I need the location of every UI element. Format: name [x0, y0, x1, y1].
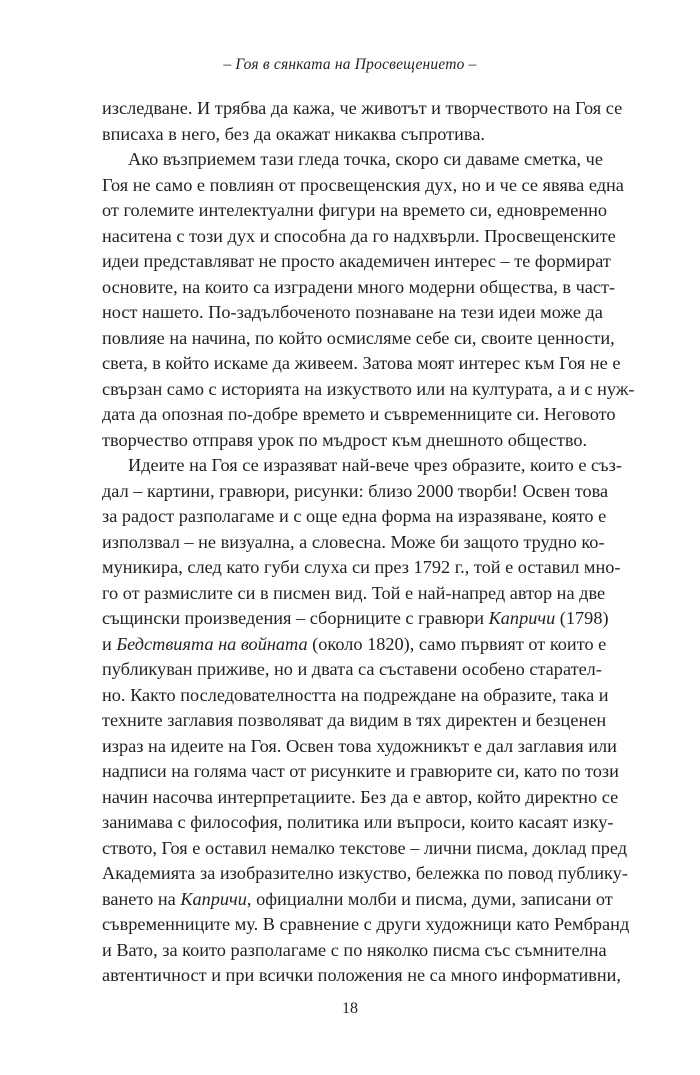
text-segment: за радост разполагаме и с още една форма на изразяване, която е: [102, 506, 607, 526]
text-line: [102, 96, 623, 122]
text-segment: повлияе на начина, по който осмисляме себе си, своите ценности,: [102, 327, 615, 348]
text-segment: ването на: [102, 888, 181, 909]
running-head: – Гоя в сянката на Просвещението –: [223, 56, 477, 73]
text-segment: (около 1820), само първият от които е: [307, 633, 607, 654]
text-segment: творчество отправя урок по мъдрост към днешното общество.: [102, 429, 588, 450]
text-line: [102, 377, 635, 403]
text-line: [102, 402, 616, 428]
text-segment: занимава с философия, политика или въпроси, които касаят изку-: [102, 812, 614, 832]
text-segment: изследване. И трябва да кажа, че животът и творчеството на Гоя се: [102, 98, 623, 118]
text-segment: но. Както последователността на подреждане на образите, така и: [102, 684, 609, 705]
text-segment: основите, на които са изградени много модерни общества, в част-: [102, 276, 616, 297]
text-segment: използвал – не визуална, а словесна. Може би защото трудно ко-: [102, 531, 605, 552]
text-segment: света, в който искаме да живеем. Затова моят интерес към Гоя не е: [102, 353, 621, 373]
text-segment: дал – картини, гравюри, рисунки: близо 2000 творби! Освен това: [102, 480, 609, 501]
text-line: [102, 275, 616, 301]
text-line: [102, 504, 607, 530]
text-line: [102, 963, 621, 989]
text-segment: начин насочва интерпретациите. Без да е автор, който директно се: [102, 786, 619, 807]
paragraph: [102, 453, 630, 989]
text-line: [102, 326, 615, 352]
page-number: 18: [342, 1000, 358, 1017]
text-line: [102, 300, 603, 326]
text-line: [102, 453, 622, 479]
text-segment: (1798): [555, 608, 609, 628]
text-segment: Академията за изобразително изкуство, бележка по повод публику-: [102, 863, 628, 883]
paragraph: [102, 96, 623, 147]
text-line: [102, 147, 603, 173]
text-line: [102, 581, 606, 607]
text-segment: Гоя не само е повлиян от просвещенския дух, но и че се явява една: [102, 174, 624, 195]
text-line: [102, 198, 608, 224]
text-segment: идеи представляват не просто академичен интерес – те формират: [102, 251, 611, 271]
text-line: [102, 249, 611, 275]
text-line: [102, 122, 599, 148]
text-line: [102, 683, 609, 709]
text-segment: вписаха в него, без да окажат никаква съпротива.: [102, 123, 486, 144]
text-line: [102, 657, 602, 683]
text-segment: муникира, след като губи слуха си през 1792 г., той е оставил мно-: [102, 557, 621, 577]
text-segment: публикуван приживе, но и двата са съставени особено старател-: [102, 659, 602, 679]
text-segment: съвременниците му. В сравнение с други художници като Рембранд: [102, 914, 630, 934]
text-segment: израз на идеите на Гоя. Освен това художникът е дал заглавия или: [102, 735, 617, 756]
text-line: [102, 938, 607, 964]
text-line: [102, 810, 614, 836]
text-line: [102, 173, 624, 199]
text-line: [102, 555, 621, 581]
text-line: [102, 785, 619, 811]
italic-title: Капричи: [488, 608, 556, 628]
text-line: [102, 530, 605, 556]
text-segment: дата да опозная по-добре времето и съвременниците си. Неговото: [102, 404, 616, 424]
text-line: [102, 836, 628, 862]
text-line: [102, 479, 609, 505]
text-line: [102, 632, 607, 658]
text-segment: автентичност и при всички положения не са много информативни,: [102, 965, 621, 985]
text-segment: и Вато, за които разполагаме с по няколко писма със съмнителна: [102, 939, 607, 960]
text-segment: Ако възприемем тази гледа точка, скоро си даваме сметка, че: [128, 149, 603, 169]
text-line: [102, 708, 607, 734]
body-text: [102, 96, 635, 989]
text-segment: го от размислите си в писмен вид. Той е най-напред автор на две: [102, 582, 606, 603]
italic-title: Капричи: [180, 888, 247, 909]
text-segment: техните заглавия позволяват да видим в тях директен и безценен: [102, 710, 607, 730]
text-line: [102, 351, 621, 377]
text-line: [102, 759, 619, 785]
text-segment: , официални молби и писма, думи, записани от: [246, 888, 613, 909]
text-line: [102, 224, 616, 250]
text-segment: и: [102, 633, 117, 654]
text-line: [102, 734, 617, 760]
text-line: [102, 912, 630, 938]
text-segment: наситена с този дух и способна да го надхвърли. Просвещенските: [102, 225, 616, 246]
text-segment: надписи на голяма част от рисунките и гравюрите си, като по този: [102, 761, 619, 781]
text-segment: от големите интелектуални фигури на времето си, едновременно: [102, 200, 608, 220]
text-line: [102, 861, 628, 887]
text-segment: Идеите на Гоя се изразяват най-вече чрез образите, които е съз-: [128, 455, 622, 475]
text-line: [102, 428, 599, 454]
paragraph: [102, 147, 635, 453]
italic-title: Бедствията на войната: [116, 633, 308, 654]
text-segment: същински произведения – сборниците с гравюри: [102, 608, 489, 628]
text-segment: свързан само с историята на изкуството или на културата, а и с нуж-: [102, 378, 635, 399]
text-line: [102, 887, 613, 913]
text-segment: ност нашето. По-задълбоченото познаване на тези идеи може да: [102, 302, 603, 322]
text-segment: ството, Гоя е оставил немалко текстове – лични писма, доклад пред: [102, 837, 628, 858]
text-line: [102, 606, 609, 632]
